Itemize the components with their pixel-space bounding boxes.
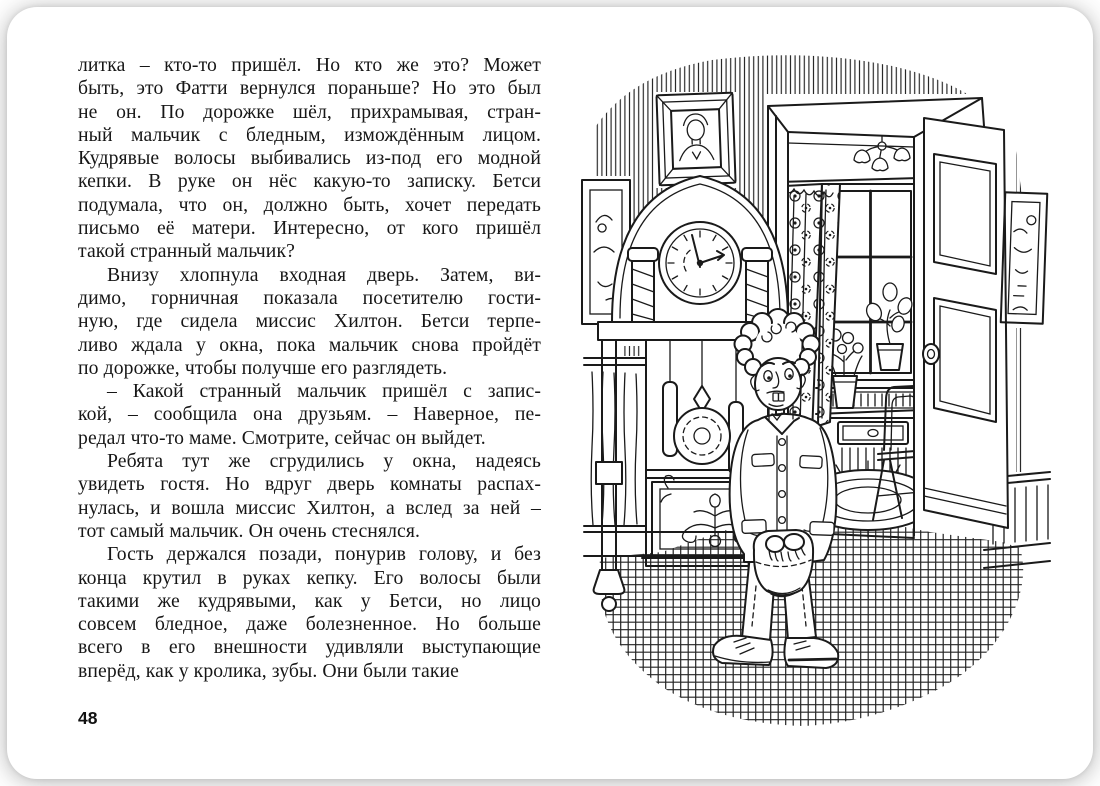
text-line: Внизу хлопнула входная дверь. Затем, ви- — [107, 263, 541, 286]
text-line: тот самый мальчик. Он очень стеснялся. — [78, 519, 421, 542]
text-line: письмо её матери. Интересно, от кого пришёл — [78, 217, 541, 240]
text-line: Кудрявые волосы выбивались из-под его модной — [78, 147, 541, 170]
text-line: димо, горничная показала посетителю гости- — [78, 286, 541, 309]
text-line: Ребята тут же сгрудились у окна, надеясь — [107, 450, 541, 473]
text-line: литка – кто-то пришёл. Но кто же это? Может — [78, 54, 541, 76]
text-line: кой, – сообщила она друзьям. – Наверное, пе- — [78, 403, 541, 426]
text-line: подумала, что он, должно быть, хочет передать — [78, 193, 541, 216]
text-line: редал что-то маме. Смотрите, сейчас он выйдет. — [78, 426, 486, 449]
portrait — [656, 93, 735, 186]
story-illustration — [572, 26, 1052, 766]
text-line: вперёд, как у кролика, зубы. Они были такие — [78, 659, 459, 682]
text-line: всего в его внешности удивляли выступающие — [78, 636, 541, 659]
text-line: ную, где сидела миссис Хилтон. Бетси терпе- — [78, 310, 541, 333]
open-door — [923, 118, 1008, 528]
text-line: совсем бледное, даже болезненное. Но больше — [78, 613, 541, 636]
text-line: кепки. В руке он нёс какую-то записку. Бетси — [78, 170, 541, 193]
page-text — [78, 54, 541, 683]
text-line: увидеть гостя. Но вдруг дверь комнаты распах- — [78, 473, 541, 496]
clock-face — [659, 222, 741, 304]
text-line: не он. По дорожке шёл, прихрамывая, стран- — [78, 100, 541, 123]
text-line: такими же кудрявыми, как у Бетси, но лицо — [78, 589, 541, 612]
text-line: Гость держался позади, понурив голову, и без — [107, 543, 541, 566]
text-line: – Какой странный мальчик пришёл с запис- — [107, 380, 541, 403]
text-line: такой странный мальчик? — [78, 240, 295, 263]
book-page — [7, 7, 1093, 779]
pendulum — [674, 408, 730, 464]
text-line: нулась, и вошла миссис Хилтон, а вслед за ней – — [78, 496, 541, 519]
text-line: ливо ждала у окна, пока мальчик снова пройдёт — [78, 333, 541, 356]
text-line: ный мальчик с бледным, измождённым лицом. — [78, 123, 541, 146]
text-line: быть, это Фатти вернулся пораньше? Но это был — [78, 77, 541, 100]
text-line: по дорожке, чтобы получше его разглядеть. — [78, 356, 448, 379]
text-line: конца крутил в руках кепку. Его волосы были — [78, 566, 541, 589]
page-number: 48 — [78, 708, 98, 728]
